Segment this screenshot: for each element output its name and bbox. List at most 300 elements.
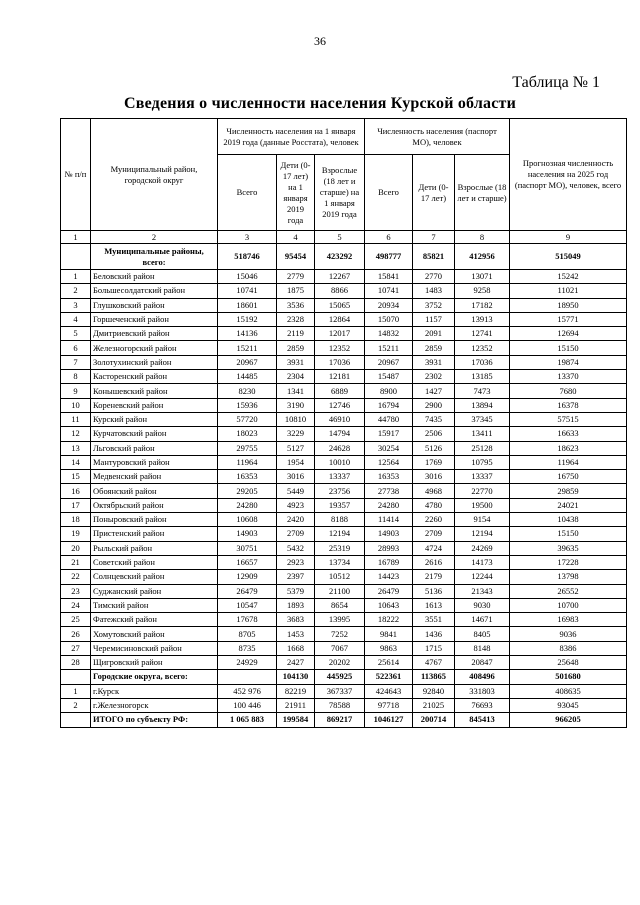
- district-name: Солнцевский район: [91, 570, 218, 584]
- mo-children: 1436: [413, 627, 455, 641]
- mo-children: 3931: [413, 355, 455, 369]
- mo-total: 30254: [365, 441, 413, 455]
- mo-total: 15841: [365, 270, 413, 284]
- mo-adults: 13913: [455, 312, 510, 326]
- forecast-2025: 515049: [510, 244, 627, 270]
- rosstat-adults: 445925: [315, 670, 365, 684]
- table-row: [61, 555, 627, 569]
- rosstat-total: 452 976: [218, 684, 277, 698]
- rosstat-adults: 24628: [315, 441, 365, 455]
- mo-total: 25614: [365, 656, 413, 670]
- table-row: [61, 427, 627, 441]
- district-name: Золотухинский район: [91, 355, 218, 369]
- column-index: 7: [413, 231, 455, 244]
- rosstat-children: 1341: [277, 384, 315, 398]
- header-rosstat-children: Дети (0-17 лет) на 1 января 2019 года: [277, 155, 315, 231]
- mo-children: 7435: [413, 412, 455, 426]
- mo-children: 2506: [413, 427, 455, 441]
- mo-adults: 8148: [455, 641, 510, 655]
- rosstat-children: 199584: [277, 713, 315, 727]
- table-row: [61, 412, 627, 426]
- forecast-2025: 26552: [510, 584, 627, 598]
- forecast-2025: 16983: [510, 613, 627, 627]
- row-number: 9: [61, 384, 91, 398]
- forecast-2025: 12694: [510, 327, 627, 341]
- header-rosstat-adults: Взрослые (18 лет и старше) на 1 января 2019 года: [315, 155, 365, 231]
- rosstat-total: 24929: [218, 656, 277, 670]
- row-number: 19: [61, 527, 91, 541]
- rosstat-total: 15936: [218, 398, 277, 412]
- rosstat-children: 4923: [277, 498, 315, 512]
- rosstat-adults: 17036: [315, 355, 365, 369]
- rosstat-adults: 12194: [315, 527, 365, 541]
- forecast-2025: 11021: [510, 284, 627, 298]
- row-number: 14: [61, 455, 91, 469]
- mo-children: 4767: [413, 656, 455, 670]
- mo-adults: 13185: [455, 370, 510, 384]
- row-number: 24: [61, 598, 91, 612]
- header-mo-group: Численность населения (паспорт МО), человек: [365, 119, 510, 155]
- mo-adults: 8405: [455, 627, 510, 641]
- district-name: Железногорский район: [91, 341, 218, 355]
- rosstat-total: 12909: [218, 570, 277, 584]
- district-name: Черемисиновский район: [91, 641, 218, 655]
- rosstat-total: 1 065 883: [218, 713, 277, 727]
- row-number: [61, 670, 91, 684]
- rosstat-children: 2923: [277, 555, 315, 569]
- rosstat-adults: 12352: [315, 341, 365, 355]
- mo-children: 3752: [413, 298, 455, 312]
- district-name: Льговский район: [91, 441, 218, 455]
- forecast-2025: 11964: [510, 455, 627, 469]
- table-row: [61, 641, 627, 655]
- row-number: 3: [61, 298, 91, 312]
- rosstat-total: 10547: [218, 598, 277, 612]
- mo-adults: 10795: [455, 455, 510, 469]
- population-table: [60, 118, 627, 728]
- rosstat-children: 2328: [277, 312, 315, 326]
- forecast-2025: 8386: [510, 641, 627, 655]
- rosstat-children: 1875: [277, 284, 315, 298]
- mo-total: 18222: [365, 613, 413, 627]
- rosstat-children: 3229: [277, 427, 315, 441]
- forecast-2025: 57515: [510, 412, 627, 426]
- table-row: [61, 470, 627, 484]
- table-row: [61, 398, 627, 412]
- rosstat-children: 3536: [277, 298, 315, 312]
- row-number: 25: [61, 613, 91, 627]
- row-number: 2: [61, 284, 91, 298]
- mo-children: 92840: [413, 684, 455, 698]
- table-row: [61, 498, 627, 512]
- rosstat-children: 10810: [277, 412, 315, 426]
- mo-adults: 408496: [455, 670, 510, 684]
- mo-adults: 76693: [455, 698, 510, 712]
- rosstat-adults: 8866: [315, 284, 365, 298]
- forecast-2025: 10700: [510, 598, 627, 612]
- table-row: [61, 484, 627, 498]
- forecast-2025: 17228: [510, 555, 627, 569]
- mo-total: 424643: [365, 684, 413, 698]
- row-number: 22: [61, 570, 91, 584]
- row-number: 21: [61, 555, 91, 569]
- forecast-2025: 16750: [510, 470, 627, 484]
- mo-children: 1157: [413, 312, 455, 326]
- rosstat-adults: 367337: [315, 684, 365, 698]
- column-index: 6: [365, 231, 413, 244]
- row-number: 4: [61, 312, 91, 326]
- row-number: 1: [61, 684, 91, 698]
- mo-adults: 37345: [455, 412, 510, 426]
- mo-children: 1483: [413, 284, 455, 298]
- mo-total: 16789: [365, 555, 413, 569]
- mo-total: 1046127: [365, 713, 413, 727]
- rosstat-children: 3016: [277, 470, 315, 484]
- column-index: 2: [91, 231, 218, 244]
- mo-children: 2302: [413, 370, 455, 384]
- header-mo-adults: Взрослые (18 лет и старше): [455, 155, 510, 231]
- rosstat-children: 3190: [277, 398, 315, 412]
- mo-adults: 12352: [455, 341, 510, 355]
- district-name: Горшеченский район: [91, 312, 218, 326]
- rosstat-total: 20967: [218, 355, 277, 369]
- rosstat-total: 518746: [218, 244, 277, 270]
- mo-children: 200714: [413, 713, 455, 727]
- mo-total: 15487: [365, 370, 413, 384]
- rosstat-total: 10608: [218, 513, 277, 527]
- rosstat-adults: 8188: [315, 513, 365, 527]
- mo-adults: 21343: [455, 584, 510, 598]
- header-forecast: Прогнозная численность населения на 2025 год (паспорт МО), человек, всего: [510, 119, 627, 231]
- mo-children: 2900: [413, 398, 455, 412]
- table-summary-row: [61, 244, 627, 270]
- forecast-2025: 29859: [510, 484, 627, 498]
- mo-total: 27738: [365, 484, 413, 498]
- district-name: Советский район: [91, 555, 218, 569]
- mo-children: 5136: [413, 584, 455, 598]
- row-number: 12: [61, 427, 91, 441]
- header-rosstat-total: Всего: [218, 155, 277, 231]
- rosstat-total: 14485: [218, 370, 277, 384]
- mo-children: 2859: [413, 341, 455, 355]
- district-name: Касторенский район: [91, 370, 218, 384]
- row-number: 17: [61, 498, 91, 512]
- rosstat-adults: 10010: [315, 455, 365, 469]
- mo-children: 5126: [413, 441, 455, 455]
- mo-total: 498777: [365, 244, 413, 270]
- rosstat-total: 29205: [218, 484, 277, 498]
- column-index: 9: [510, 231, 627, 244]
- rosstat-adults: 423292: [315, 244, 365, 270]
- rosstat-total: 100 446: [218, 698, 277, 712]
- rosstat-children: 5379: [277, 584, 315, 598]
- row-number: 13: [61, 441, 91, 455]
- table-row: [61, 513, 627, 527]
- rosstat-adults: 23756: [315, 484, 365, 498]
- table-row: [61, 270, 627, 284]
- district-name: Курский район: [91, 412, 218, 426]
- mo-children: 2179: [413, 570, 455, 584]
- district-name: Конышевский район: [91, 384, 218, 398]
- district-name: г.Железногорск: [91, 698, 218, 712]
- mo-adults: 25128: [455, 441, 510, 455]
- forecast-2025: 15771: [510, 312, 627, 326]
- header-num: № п/п: [61, 119, 91, 231]
- rosstat-total: 14903: [218, 527, 277, 541]
- row-number: 23: [61, 584, 91, 598]
- district-name: Мантуровский район: [91, 455, 218, 469]
- mo-adults: 17182: [455, 298, 510, 312]
- rosstat-adults: 12017: [315, 327, 365, 341]
- forecast-2025: 16633: [510, 427, 627, 441]
- mo-children: 3551: [413, 613, 455, 627]
- mo-adults: 12194: [455, 527, 510, 541]
- mo-adults: 13071: [455, 270, 510, 284]
- table-row: [61, 355, 627, 369]
- rosstat-children: 5449: [277, 484, 315, 498]
- table-row: [61, 570, 627, 584]
- row-number: 28: [61, 656, 91, 670]
- row-number: 7: [61, 355, 91, 369]
- rosstat-total: 8735: [218, 641, 277, 655]
- rosstat-children: 1453: [277, 627, 315, 641]
- district-name: Рыльский район: [91, 541, 218, 555]
- district-name: Тимский район: [91, 598, 218, 612]
- row-number: [61, 244, 91, 270]
- rosstat-children: 3931: [277, 355, 315, 369]
- mo-total: 20934: [365, 298, 413, 312]
- forecast-2025: 16378: [510, 398, 627, 412]
- mo-total: 10643: [365, 598, 413, 612]
- mo-adults: 13894: [455, 398, 510, 412]
- table-row: [61, 627, 627, 641]
- row-number: 26: [61, 627, 91, 641]
- table-row: [61, 441, 627, 455]
- rosstat-total: 24280: [218, 498, 277, 512]
- table-body: [61, 244, 627, 728]
- forecast-2025: 13370: [510, 370, 627, 384]
- rosstat-adults: 13734: [315, 555, 365, 569]
- mo-adults: 20847: [455, 656, 510, 670]
- forecast-2025: 24021: [510, 498, 627, 512]
- table-row: [61, 341, 627, 355]
- table-row: [61, 370, 627, 384]
- row-number: 5: [61, 327, 91, 341]
- forecast-2025: 10438: [510, 513, 627, 527]
- mo-adults: 17036: [455, 355, 510, 369]
- table-summary-row: [61, 713, 627, 727]
- row-number: 6: [61, 341, 91, 355]
- mo-children: 3016: [413, 470, 455, 484]
- header-mo-total: Всего: [365, 155, 413, 231]
- mo-total: 15917: [365, 427, 413, 441]
- rosstat-adults: 20202: [315, 656, 365, 670]
- forecast-2025: 39635: [510, 541, 627, 555]
- mo-total: 14832: [365, 327, 413, 341]
- district-name: Фатежский район: [91, 613, 218, 627]
- rosstat-adults: 12181: [315, 370, 365, 384]
- document-title: Сведения о численности населения Курской области: [124, 95, 516, 112]
- district-name: Октябрьский район: [91, 498, 218, 512]
- rosstat-total: 11964: [218, 455, 277, 469]
- column-index: 8: [455, 231, 510, 244]
- table-summary-row: [61, 670, 627, 684]
- rosstat-adults: 14794: [315, 427, 365, 441]
- mo-total: 16353: [365, 470, 413, 484]
- rosstat-children: 95454: [277, 244, 315, 270]
- rosstat-total: 8705: [218, 627, 277, 641]
- rosstat-adults: 7067: [315, 641, 365, 655]
- mo-children: 1769: [413, 455, 455, 469]
- rosstat-total: 15046: [218, 270, 277, 284]
- mo-adults: 22770: [455, 484, 510, 498]
- row-number: 20: [61, 541, 91, 555]
- mo-total: 8900: [365, 384, 413, 398]
- table-row: [61, 327, 627, 341]
- mo-adults: 845413: [455, 713, 510, 727]
- rosstat-total: 15211: [218, 341, 277, 355]
- mo-total: 10741: [365, 284, 413, 298]
- header-rosstat-group: Численность населения на 1 января 2019 года (данные Росстата), человек: [218, 119, 365, 155]
- district-name: Беловский район: [91, 270, 218, 284]
- forecast-2025: 408635: [510, 684, 627, 698]
- rosstat-total: 17678: [218, 613, 277, 627]
- column-index: 4: [277, 231, 315, 244]
- header-mo-children: Дети (0-17 лет): [413, 155, 455, 231]
- rosstat-adults: 869217: [315, 713, 365, 727]
- row-number: 8: [61, 370, 91, 384]
- row-number: 18: [61, 513, 91, 527]
- rosstat-adults: 25319: [315, 541, 365, 555]
- rosstat-children: 1893: [277, 598, 315, 612]
- table-label: Таблица № 1: [512, 74, 600, 91]
- mo-total: 14903: [365, 527, 413, 541]
- mo-adults: 13337: [455, 470, 510, 484]
- mo-adults: 331803: [455, 684, 510, 698]
- forecast-2025: 93045: [510, 698, 627, 712]
- row-number: 1: [61, 270, 91, 284]
- rosstat-children: 2427: [277, 656, 315, 670]
- row-number: 15: [61, 470, 91, 484]
- district-name: Пристенский район: [91, 527, 218, 541]
- table-row: [61, 656, 627, 670]
- mo-adults: 14173: [455, 555, 510, 569]
- rosstat-total: 14136: [218, 327, 277, 341]
- forecast-2025: 9036: [510, 627, 627, 641]
- rosstat-children: 104130: [277, 670, 315, 684]
- mo-adults: 24269: [455, 541, 510, 555]
- table-row: [61, 584, 627, 598]
- mo-total: 97718: [365, 698, 413, 712]
- rosstat-children: 3683: [277, 613, 315, 627]
- rosstat-total: 10741: [218, 284, 277, 298]
- rosstat-children: 5432: [277, 541, 315, 555]
- district-name: Поныровский район: [91, 513, 218, 527]
- forecast-2025: 18950: [510, 298, 627, 312]
- rosstat-adults: 13995: [315, 613, 365, 627]
- column-index: 5: [315, 231, 365, 244]
- district-name: Суджанский район: [91, 584, 218, 598]
- mo-children: 4724: [413, 541, 455, 555]
- table-row: [61, 312, 627, 326]
- forecast-2025: 25648: [510, 656, 627, 670]
- mo-children: 2770: [413, 270, 455, 284]
- district-name: Хомутовский район: [91, 627, 218, 641]
- mo-children: 2616: [413, 555, 455, 569]
- mo-adults: 13411: [455, 427, 510, 441]
- row-number: 11: [61, 412, 91, 426]
- rosstat-children: 1668: [277, 641, 315, 655]
- rosstat-adults: 12267: [315, 270, 365, 284]
- mo-children: 1427: [413, 384, 455, 398]
- forecast-2025: 19874: [510, 355, 627, 369]
- rosstat-total: 16657: [218, 555, 277, 569]
- rosstat-children: 2397: [277, 570, 315, 584]
- mo-children: 113865: [413, 670, 455, 684]
- rosstat-adults: 10512: [315, 570, 365, 584]
- rosstat-children: 2420: [277, 513, 315, 527]
- rosstat-total: 15192: [218, 312, 277, 326]
- mo-adults: 12741: [455, 327, 510, 341]
- page-number: 36: [314, 34, 326, 48]
- mo-total: 522361: [365, 670, 413, 684]
- row-number: 2: [61, 698, 91, 712]
- table-row: [61, 598, 627, 612]
- column-index: 3: [218, 231, 277, 244]
- forecast-2025: 15150: [510, 527, 627, 541]
- mo-children: 1715: [413, 641, 455, 655]
- rosstat-adults: 13337: [315, 470, 365, 484]
- mo-children: 2709: [413, 527, 455, 541]
- table-row: [61, 541, 627, 555]
- rosstat-total: 8230: [218, 384, 277, 398]
- mo-total: 16794: [365, 398, 413, 412]
- rosstat-total: 16353: [218, 470, 277, 484]
- mo-children: 2091: [413, 327, 455, 341]
- rosstat-total: 18601: [218, 298, 277, 312]
- table-row: [61, 284, 627, 298]
- mo-adults: 9154: [455, 513, 510, 527]
- mo-adults: 9258: [455, 284, 510, 298]
- district-name: ИТОГО по субъекту РФ:: [91, 713, 218, 727]
- mo-total: 28993: [365, 541, 413, 555]
- mo-children: 1613: [413, 598, 455, 612]
- rosstat-children: 2709: [277, 527, 315, 541]
- mo-adults: 12244: [455, 570, 510, 584]
- row-number: 16: [61, 484, 91, 498]
- rosstat-adults: 21100: [315, 584, 365, 598]
- forecast-2025: 13798: [510, 570, 627, 584]
- rosstat-adults: 8654: [315, 598, 365, 612]
- mo-children: 2260: [413, 513, 455, 527]
- rosstat-children: 21911: [277, 698, 315, 712]
- mo-total: 20967: [365, 355, 413, 369]
- mo-total: 15070: [365, 312, 413, 326]
- rosstat-children: 2304: [277, 370, 315, 384]
- rosstat-total: 26479: [218, 584, 277, 598]
- forecast-2025: 15242: [510, 270, 627, 284]
- mo-children: 21025: [413, 698, 455, 712]
- rosstat-total: [218, 670, 277, 684]
- rosstat-children: 5127: [277, 441, 315, 455]
- table-row: [61, 684, 627, 698]
- forecast-2025: 966205: [510, 713, 627, 727]
- mo-total: 12564: [365, 455, 413, 469]
- district-name: Дмитриевский район: [91, 327, 218, 341]
- rosstat-children: 2779: [277, 270, 315, 284]
- mo-total: 24280: [365, 498, 413, 512]
- district-name: Городские округа, всего:: [91, 670, 218, 684]
